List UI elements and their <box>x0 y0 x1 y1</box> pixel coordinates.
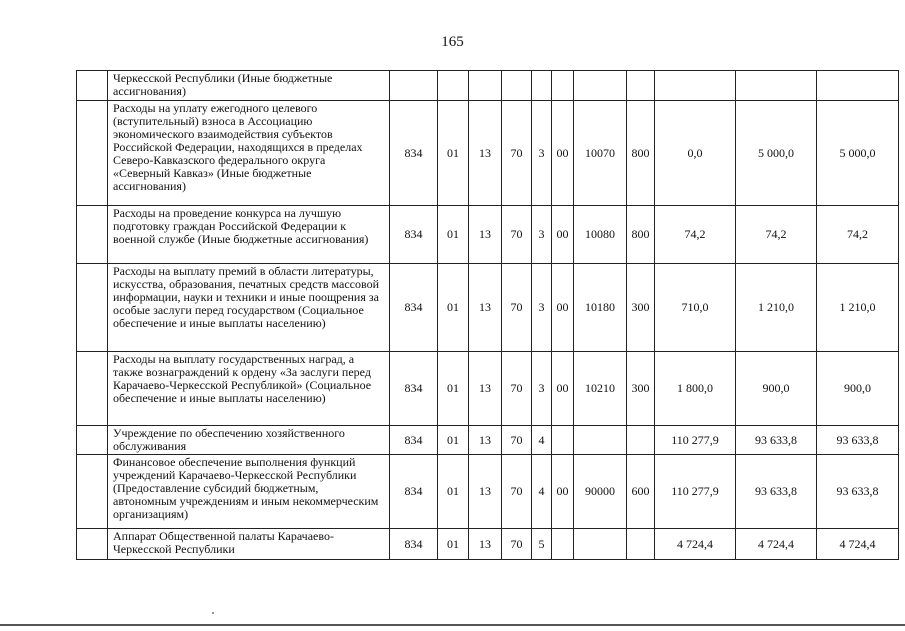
table-body <box>77 71 899 560</box>
cell-ministry: 834 <box>390 101 438 206</box>
cell-expense-type: 300 <box>627 352 655 426</box>
cell-ministry: 834 <box>390 352 438 426</box>
cell-description: Учреждение по обеспечению хозяйственного обслуживания <box>108 426 390 455</box>
row-spacer-cell <box>77 426 108 455</box>
scan-artifact-line <box>0 624 905 626</box>
cell-direction <box>574 529 627 560</box>
cell-main-event <box>552 71 574 101</box>
cell-program: 70 <box>502 101 532 206</box>
row-spacer-cell <box>77 264 108 352</box>
cell-program: 70 <box>502 264 532 352</box>
table-row <box>77 426 899 455</box>
cell-main-event <box>552 426 574 455</box>
table-row <box>77 206 899 264</box>
cell-program: 70 <box>502 426 532 455</box>
cell-section: 01 <box>438 455 469 529</box>
cell-ministry <box>390 71 438 101</box>
cell-subsection: 13 <box>469 455 502 529</box>
cell-year2: 4 724,4 <box>736 529 817 560</box>
cell-section: 01 <box>438 352 469 426</box>
cell-year1: 4 724,4 <box>655 529 736 560</box>
cell-direction: 10180 <box>574 264 627 352</box>
cell-ministry: 834 <box>390 529 438 560</box>
cell-ministry: 834 <box>390 426 438 455</box>
cell-section: 01 <box>438 101 469 206</box>
row-spacer-cell <box>77 352 108 426</box>
cell-ministry: 834 <box>390 455 438 529</box>
cell-main-event: 00 <box>552 352 574 426</box>
cell-year3: 93 633,8 <box>817 426 899 455</box>
cell-subsection: 13 <box>469 101 502 206</box>
cell-subsection <box>469 71 502 101</box>
cell-subsection: 13 <box>469 264 502 352</box>
cell-main-event: 00 <box>552 206 574 264</box>
cell-direction: 90000 <box>574 455 627 529</box>
cell-subprogram <box>532 71 552 101</box>
cell-year1: 0,0 <box>655 101 736 206</box>
cell-program: 70 <box>502 352 532 426</box>
cell-expense-type <box>627 426 655 455</box>
table-row <box>77 455 899 529</box>
cell-program: 70 <box>502 206 532 264</box>
cell-expense-type: 800 <box>627 206 655 264</box>
cell-year2: 5 000,0 <box>736 101 817 206</box>
table-row <box>77 529 899 560</box>
cell-section: 01 <box>438 426 469 455</box>
cell-direction <box>574 71 627 101</box>
cell-year1: 1 800,0 <box>655 352 736 426</box>
cell-description: Расходы на выплату государственных наград, а также вознаграждений к ордену «За заслуги перед Карачаево-Черкесской Республикой» (Социальное обеспечение и иные выплаты населению) <box>108 352 390 426</box>
cell-description: Аппарат Общественной палаты Карачаево-Черкесской Республики <box>108 529 390 560</box>
cell-expense-type: 600 <box>627 455 655 529</box>
cell-year3: 4 724,4 <box>817 529 899 560</box>
cell-direction <box>574 426 627 455</box>
cell-main-event: 00 <box>552 101 574 206</box>
cell-year3: 900,0 <box>817 352 899 426</box>
cell-description: Расходы на выплату премий в области литературы, искусства, образования, печатных средств массовой информации, науки и техники и иные поощрения за особые заслуги перед государством (Социальное обеспечение и иные выплаты населению) <box>108 264 390 352</box>
scan-artifact-dot <box>212 612 214 614</box>
cell-description: Финансовое обеспечение выполнения функций учреждений Карачаево-Черкесской Республики (Предоставление субсидий бюджетным, автономным учреждениям и иным некоммерческим организациям) <box>108 455 390 529</box>
row-spacer-cell <box>77 206 108 264</box>
cell-description: Расходы на проведение конкурса на лучшую подготовку граждан Российской Федерации к военной службе (Иные бюджетные ассигнования) <box>108 206 390 264</box>
table-row <box>77 71 899 101</box>
cell-program <box>502 71 532 101</box>
cell-expense-type: 800 <box>627 101 655 206</box>
cell-main-event <box>552 529 574 560</box>
cell-section: 01 <box>438 206 469 264</box>
cell-subprogram: 5 <box>532 529 552 560</box>
cell-year1: 710,0 <box>655 264 736 352</box>
cell-subsection: 13 <box>469 529 502 560</box>
cell-year3: 93 633,8 <box>817 455 899 529</box>
cell-expense-type: 300 <box>627 264 655 352</box>
cell-year1: 74,2 <box>655 206 736 264</box>
cell-subsection: 13 <box>469 206 502 264</box>
cell-subprogram: 3 <box>532 101 552 206</box>
cell-ministry: 834 <box>390 264 438 352</box>
cell-year3: 5 000,0 <box>817 101 899 206</box>
cell-subprogram: 3 <box>532 352 552 426</box>
table-row <box>77 264 899 352</box>
cell-year3: 74,2 <box>817 206 899 264</box>
cell-direction: 10070 <box>574 101 627 206</box>
cell-direction: 10210 <box>574 352 627 426</box>
table-row <box>77 101 899 206</box>
cell-expense-type <box>627 529 655 560</box>
cell-year3: 1 210,0 <box>817 264 899 352</box>
cell-description: Черкесской Республики (Иные бюджетные ассигнования) <box>108 71 390 101</box>
cell-year2: 93 633,8 <box>736 455 817 529</box>
cell-section: 01 <box>438 529 469 560</box>
row-spacer-cell <box>77 101 108 206</box>
cell-year1 <box>655 71 736 101</box>
cell-year2: 74,2 <box>736 206 817 264</box>
cell-program: 70 <box>502 529 532 560</box>
cell-subsection: 13 <box>469 352 502 426</box>
table-row <box>77 352 899 426</box>
cell-year2: 900,0 <box>736 352 817 426</box>
cell-main-event: 00 <box>552 264 574 352</box>
cell-subprogram: 3 <box>532 264 552 352</box>
cell-main-event: 00 <box>552 455 574 529</box>
cell-expense-type <box>627 71 655 101</box>
cell-year1: 110 277,9 <box>655 455 736 529</box>
cell-ministry: 834 <box>390 206 438 264</box>
cell-description: Расходы на уплату ежегодного целевого (вступительный) взноса в Ассоциацию экономического взаимодействия субъектов Российской Федерации, находящихся в пределах Северо-Кавказского федерального округа «Северный Кавказ» (Иные бюджетные ассигнования) <box>108 101 390 206</box>
cell-section: 01 <box>438 264 469 352</box>
cell-section <box>438 71 469 101</box>
cell-year1: 110 277,9 <box>655 426 736 455</box>
cell-direction: 10080 <box>574 206 627 264</box>
cell-subprogram: 3 <box>532 206 552 264</box>
row-spacer-cell <box>77 71 108 101</box>
cell-subsection: 13 <box>469 426 502 455</box>
row-spacer-cell <box>77 529 108 560</box>
cell-program: 70 <box>502 455 532 529</box>
cell-year3 <box>817 71 899 101</box>
cell-subprogram: 4 <box>532 455 552 529</box>
page-number: 165 <box>441 34 464 50</box>
cell-year2: 93 633,8 <box>736 426 817 455</box>
cell-subprogram: 4 <box>532 426 552 455</box>
cell-year2 <box>736 71 817 101</box>
budget-table <box>76 70 899 560</box>
row-spacer-cell <box>77 455 108 529</box>
cell-year2: 1 210,0 <box>736 264 817 352</box>
